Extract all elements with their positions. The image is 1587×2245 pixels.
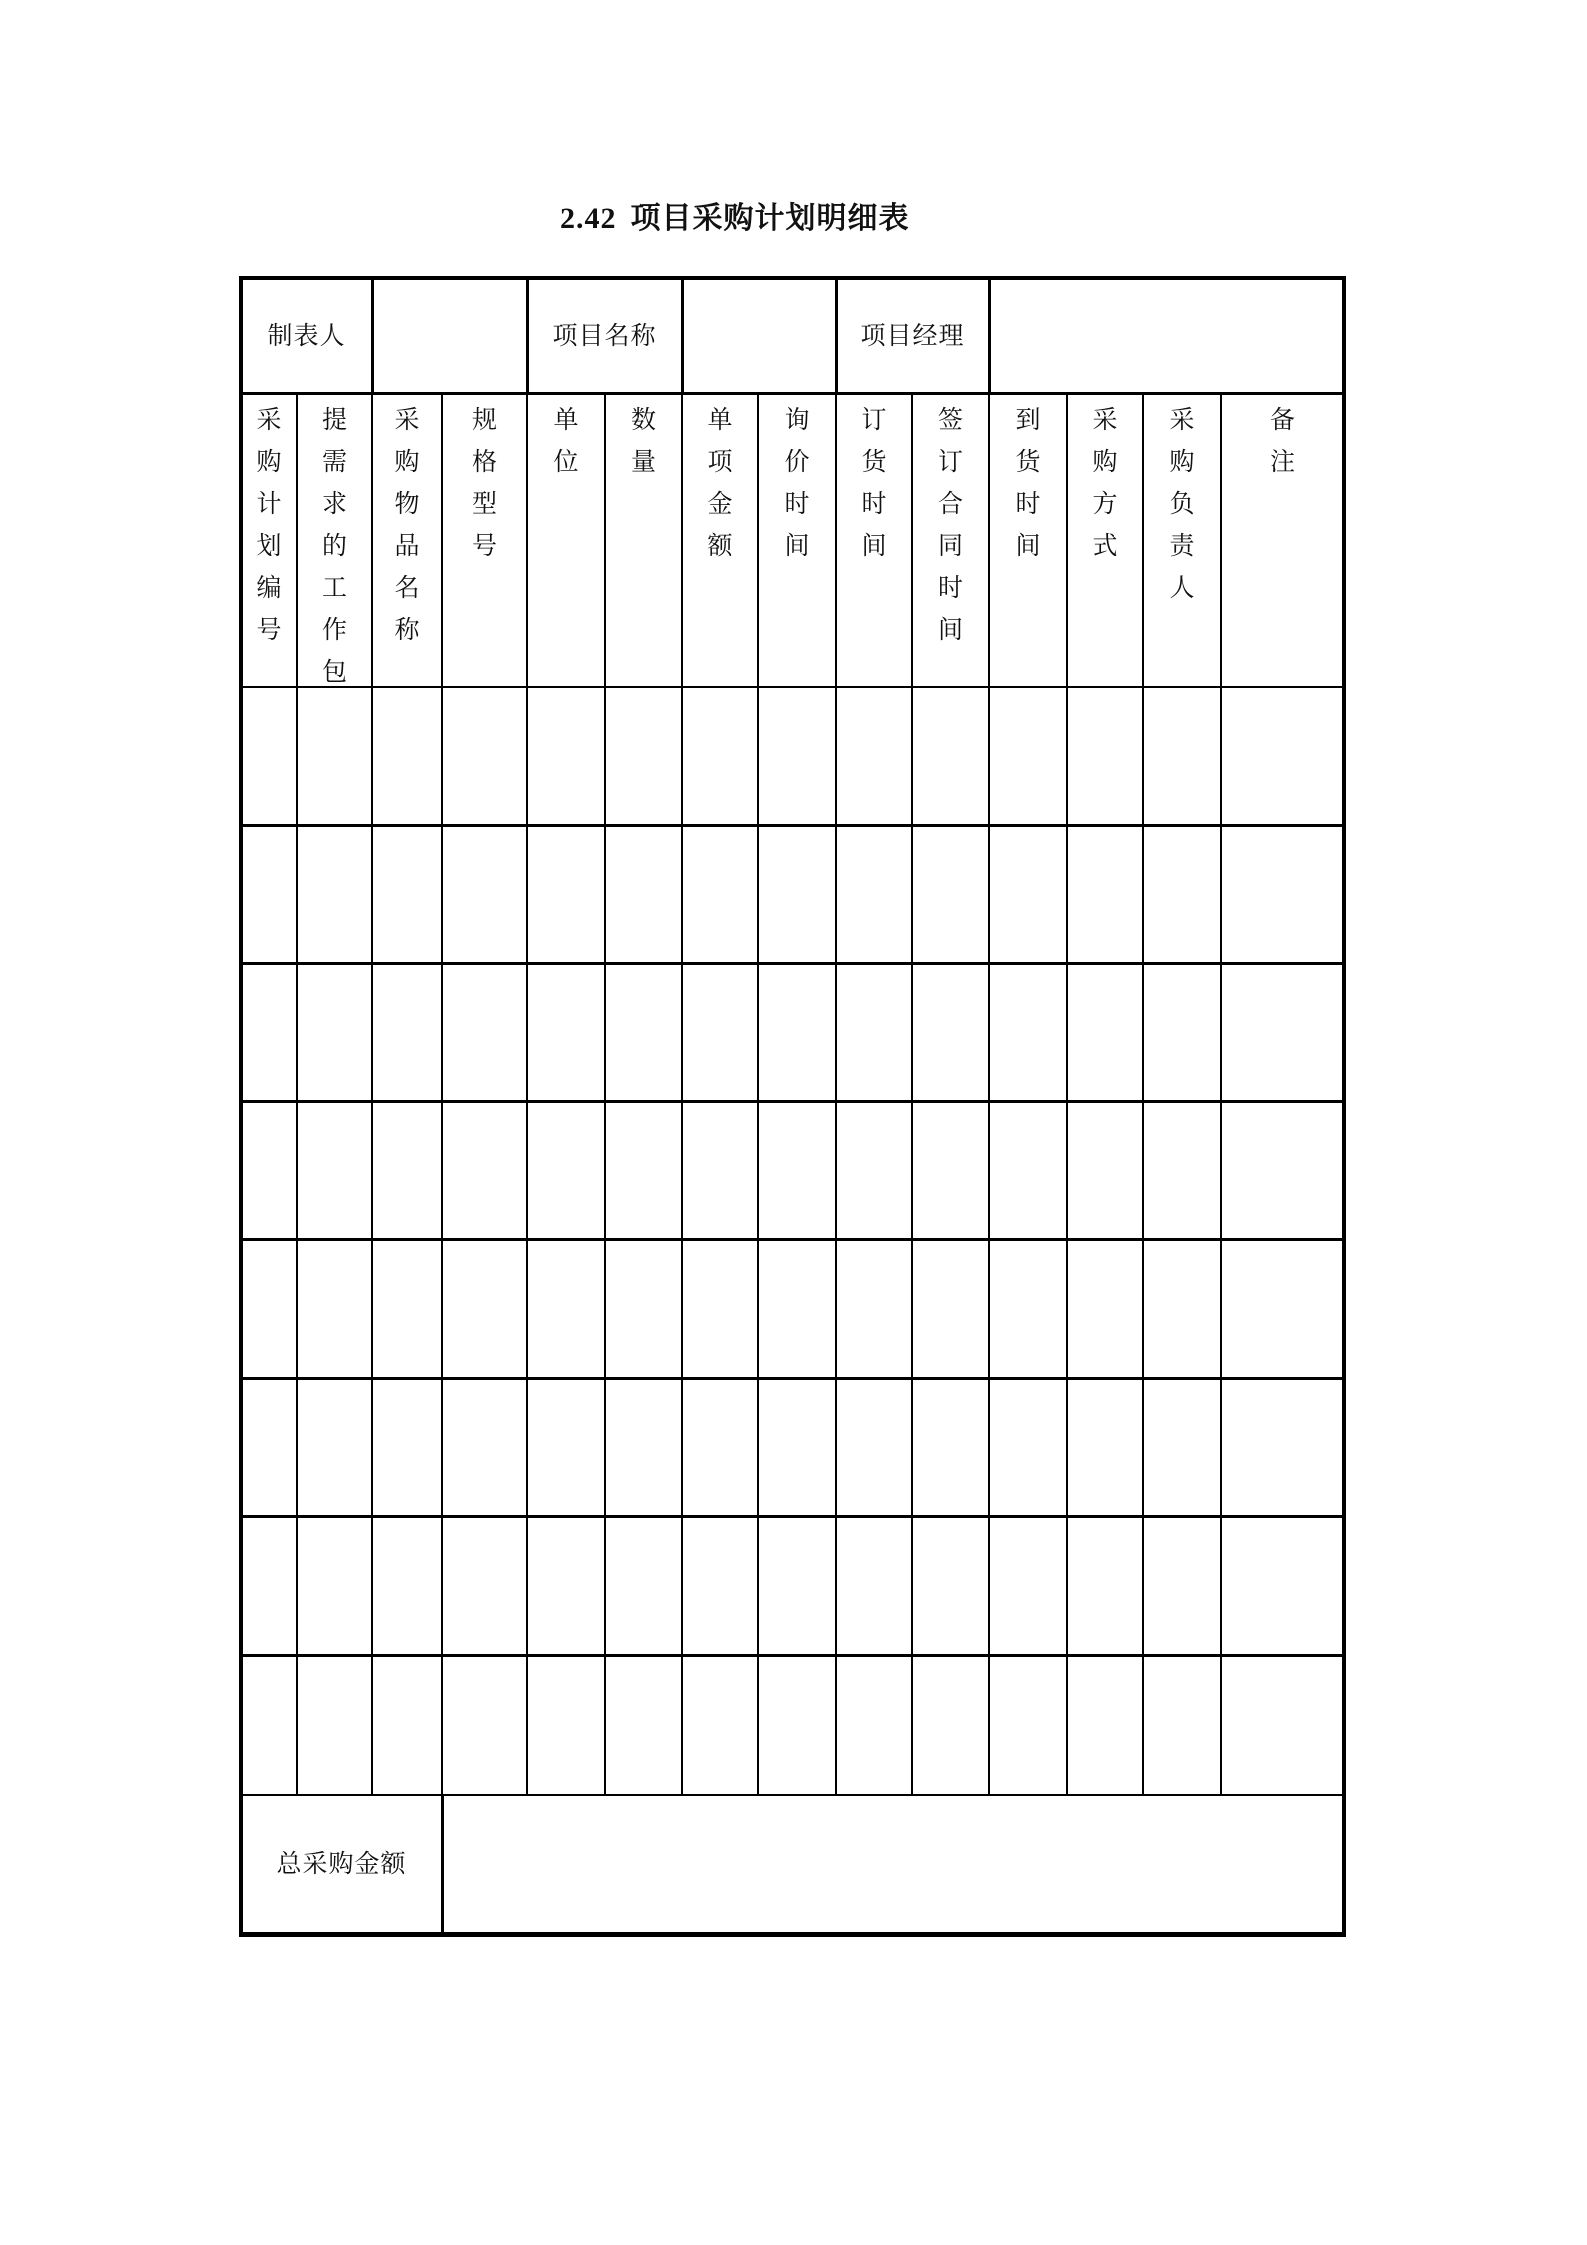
table-cell[interactable] bbox=[1222, 1517, 1343, 1654]
header-char: 间 bbox=[784, 531, 810, 560]
header-char: 的 bbox=[321, 531, 347, 560]
column-header-text bbox=[472, 393, 497, 567]
table-cell[interactable] bbox=[1068, 1102, 1142, 1238]
column-header-12 bbox=[1067, 393, 1143, 687]
table-cell[interactable] bbox=[913, 826, 988, 962]
column-header-9 bbox=[836, 393, 912, 687]
table-cell[interactable] bbox=[298, 964, 371, 1100]
header-char: 位 bbox=[553, 447, 579, 476]
header-char: 采 bbox=[1092, 405, 1118, 434]
info-divider bbox=[371, 278, 374, 393]
table-cell[interactable] bbox=[606, 1240, 681, 1377]
table-cell[interactable] bbox=[373, 964, 441, 1100]
header-char: 金 bbox=[707, 489, 733, 518]
project-manager-field[interactable] bbox=[989, 278, 1344, 393]
table-cell[interactable] bbox=[837, 688, 911, 824]
project-manager-label bbox=[836, 278, 989, 393]
table-cell[interactable] bbox=[528, 1102, 604, 1238]
project-name-label-text: 项目名称 bbox=[552, 320, 657, 350]
header-char: 品 bbox=[394, 531, 420, 560]
header-char: 间 bbox=[937, 615, 963, 644]
table-cell[interactable] bbox=[759, 1656, 835, 1794]
preparer-label-text: 制表人 bbox=[267, 320, 346, 350]
table-cell[interactable] bbox=[759, 964, 835, 1100]
table-cell[interactable] bbox=[683, 688, 757, 824]
table-cell[interactable] bbox=[683, 1517, 757, 1654]
table-cell[interactable] bbox=[528, 1517, 604, 1654]
table-cell[interactable] bbox=[913, 964, 988, 1100]
column-header-text bbox=[322, 393, 347, 693]
table-cell[interactable] bbox=[606, 688, 681, 824]
header-char: 合 bbox=[937, 489, 963, 518]
header-char: 式 bbox=[1092, 531, 1118, 560]
header-char: 量 bbox=[630, 447, 656, 476]
table-cell[interactable] bbox=[1144, 688, 1220, 824]
column-header-text bbox=[394, 393, 419, 651]
header-char: 称 bbox=[394, 615, 420, 644]
header-char: 物 bbox=[394, 489, 420, 518]
info-divider bbox=[835, 278, 838, 393]
header-char: 到 bbox=[1015, 405, 1041, 434]
table-cell[interactable] bbox=[837, 1517, 911, 1654]
header-char: 规 bbox=[471, 405, 497, 434]
info-divider bbox=[526, 278, 529, 393]
table-cell[interactable] bbox=[759, 688, 835, 824]
header-char: 包 bbox=[321, 657, 347, 686]
table-cell[interactable] bbox=[298, 1102, 371, 1238]
table-cell[interactable] bbox=[443, 964, 526, 1100]
column-header-10 bbox=[912, 393, 989, 687]
table-cell[interactable] bbox=[1068, 964, 1142, 1100]
table-cell[interactable] bbox=[1068, 1656, 1142, 1794]
table-cell[interactable] bbox=[298, 1517, 371, 1654]
header-char: 采 bbox=[256, 405, 282, 434]
table-cell[interactable] bbox=[373, 1102, 441, 1238]
table-cell[interactable] bbox=[683, 1656, 757, 1794]
table-cell[interactable] bbox=[837, 1656, 911, 1794]
header-char: 货 bbox=[1015, 447, 1041, 476]
table-cell[interactable] bbox=[528, 688, 604, 824]
table-cell[interactable] bbox=[990, 1517, 1066, 1654]
table-cell[interactable] bbox=[443, 1240, 526, 1377]
table-cell[interactable] bbox=[443, 1656, 526, 1794]
table-cell[interactable] bbox=[1144, 964, 1220, 1100]
table-cell[interactable] bbox=[913, 1379, 988, 1515]
project-name-field[interactable] bbox=[682, 278, 836, 393]
total-amount-field[interactable] bbox=[444, 1795, 1344, 1934]
column-header-8 bbox=[758, 393, 836, 687]
table-cell[interactable] bbox=[528, 1240, 604, 1377]
table-cell[interactable] bbox=[759, 1102, 835, 1238]
table-cell[interactable] bbox=[443, 826, 526, 962]
table-cell[interactable] bbox=[242, 1517, 296, 1654]
title-text: 项目采购计划明细表 bbox=[630, 201, 910, 236]
column-header-text bbox=[1270, 393, 1295, 483]
header-char: 价 bbox=[784, 447, 810, 476]
total-amount-label-text: 总采购金额 bbox=[276, 1848, 407, 1878]
table-cell[interactable] bbox=[1222, 688, 1343, 824]
table-cell[interactable] bbox=[373, 1517, 441, 1654]
table-cell[interactable] bbox=[837, 964, 911, 1100]
table-cell[interactable] bbox=[913, 688, 988, 824]
table-cell[interactable] bbox=[373, 1656, 441, 1794]
column-header-6 bbox=[605, 393, 682, 687]
header-char: 间 bbox=[1015, 531, 1041, 560]
table-cell[interactable] bbox=[837, 1240, 911, 1377]
table-cell[interactable] bbox=[242, 1379, 296, 1515]
table-cell[interactable] bbox=[683, 1379, 757, 1515]
table-cell[interactable] bbox=[683, 1240, 757, 1377]
table-cell[interactable] bbox=[759, 826, 835, 962]
table-cell[interactable] bbox=[528, 826, 604, 962]
table-cell[interactable] bbox=[443, 1379, 526, 1515]
table-cell[interactable] bbox=[990, 1656, 1066, 1794]
table-cell[interactable] bbox=[1144, 1240, 1220, 1377]
header-char: 需 bbox=[321, 447, 347, 476]
table-cell[interactable] bbox=[528, 964, 604, 1100]
header-char: 格 bbox=[471, 447, 497, 476]
header-char: 作 bbox=[321, 615, 347, 644]
header-char: 责 bbox=[1169, 531, 1195, 560]
column-header-4 bbox=[442, 393, 527, 687]
header-char: 采 bbox=[394, 405, 420, 434]
table-cell[interactable] bbox=[759, 1379, 835, 1515]
table-cell[interactable] bbox=[298, 1240, 371, 1377]
table-cell[interactable] bbox=[759, 1517, 835, 1654]
total-amount-label bbox=[241, 1795, 442, 1934]
header-char: 采 bbox=[1169, 405, 1195, 434]
document-title bbox=[560, 193, 910, 237]
info-divider bbox=[988, 278, 991, 393]
project-name-label bbox=[527, 278, 682, 393]
column-header-text bbox=[784, 393, 809, 567]
table-cell[interactable] bbox=[242, 688, 296, 824]
table-cell[interactable] bbox=[606, 964, 681, 1100]
table-cell[interactable] bbox=[1144, 1102, 1220, 1238]
column-header-2 bbox=[297, 393, 372, 687]
column-header-13 bbox=[1143, 393, 1221, 687]
column-header-text bbox=[1092, 393, 1117, 567]
header-char: 签 bbox=[937, 405, 963, 434]
table-cell[interactable] bbox=[606, 1102, 681, 1238]
table-cell[interactable] bbox=[1222, 964, 1343, 1100]
header-char: 购 bbox=[256, 447, 282, 476]
header-char: 额 bbox=[707, 531, 733, 560]
column-header-text bbox=[256, 393, 281, 651]
table-cell[interactable] bbox=[606, 826, 681, 962]
table-cell[interactable] bbox=[443, 1517, 526, 1654]
table-cell[interactable] bbox=[1144, 1379, 1220, 1515]
project-manager-label-text: 项目经理 bbox=[860, 320, 965, 350]
table-cell[interactable] bbox=[683, 964, 757, 1100]
table-cell[interactable] bbox=[990, 1379, 1066, 1515]
table-cell[interactable] bbox=[373, 1240, 441, 1377]
header-char: 划 bbox=[256, 531, 282, 560]
table-cell[interactable] bbox=[606, 1379, 681, 1515]
info-divider bbox=[681, 278, 684, 393]
table-cell[interactable] bbox=[913, 1102, 988, 1238]
table-cell[interactable] bbox=[837, 1102, 911, 1238]
column-header-7 bbox=[682, 393, 758, 687]
header-char: 同 bbox=[937, 531, 963, 560]
table-cell[interactable] bbox=[1144, 826, 1220, 962]
table-cell[interactable] bbox=[1068, 826, 1142, 962]
header-char: 购 bbox=[394, 447, 420, 476]
column-header-text bbox=[553, 393, 578, 483]
table-cell[interactable] bbox=[1222, 1379, 1343, 1515]
header-char: 注 bbox=[1269, 447, 1295, 476]
table-cell[interactable] bbox=[443, 688, 526, 824]
table-cell[interactable] bbox=[528, 1379, 604, 1515]
table-cell[interactable] bbox=[990, 1240, 1066, 1377]
preparer-label bbox=[241, 278, 372, 393]
header-char: 号 bbox=[471, 531, 497, 560]
table-cell[interactable] bbox=[242, 1656, 296, 1794]
header-char: 提 bbox=[321, 405, 347, 434]
preparer-field[interactable] bbox=[372, 278, 527, 393]
header-char: 名 bbox=[394, 573, 420, 602]
column-header-3 bbox=[372, 393, 442, 687]
header-char: 编 bbox=[256, 573, 282, 602]
table-cell[interactable] bbox=[1222, 1102, 1343, 1238]
table-cell[interactable] bbox=[837, 1379, 911, 1515]
header-char: 负 bbox=[1169, 489, 1195, 518]
table-cell[interactable] bbox=[298, 688, 371, 824]
table-cell[interactable] bbox=[837, 826, 911, 962]
header-char: 人 bbox=[1169, 573, 1195, 602]
table-cell[interactable] bbox=[298, 1379, 371, 1515]
table-cell[interactable] bbox=[373, 826, 441, 962]
header-char: 单 bbox=[707, 405, 733, 434]
table-cell[interactable] bbox=[1068, 1379, 1142, 1515]
column-header-text bbox=[707, 393, 732, 567]
header-char: 号 bbox=[256, 615, 282, 644]
table-cell[interactable] bbox=[1222, 1656, 1343, 1794]
table-cell[interactable] bbox=[443, 1102, 526, 1238]
table-cell[interactable] bbox=[606, 1517, 681, 1654]
header-char: 工 bbox=[321, 573, 347, 602]
column-header-1 bbox=[241, 393, 297, 687]
table-cell[interactable] bbox=[990, 688, 1066, 824]
column-header-text bbox=[1169, 393, 1194, 609]
table-cell[interactable] bbox=[759, 1240, 835, 1377]
table-cell[interactable] bbox=[242, 1102, 296, 1238]
header-char: 单 bbox=[553, 405, 579, 434]
header-char: 订 bbox=[937, 447, 963, 476]
table-cell[interactable] bbox=[1068, 1240, 1142, 1377]
table-cell[interactable] bbox=[373, 688, 441, 824]
table-cell[interactable] bbox=[298, 826, 371, 962]
header-char: 购 bbox=[1169, 447, 1195, 476]
column-header-11 bbox=[989, 393, 1067, 687]
column-header-text bbox=[938, 393, 963, 651]
table-cell[interactable] bbox=[990, 964, 1066, 1100]
header-char: 计 bbox=[256, 489, 282, 518]
header-char: 购 bbox=[1092, 447, 1118, 476]
table-cell[interactable] bbox=[1068, 688, 1142, 824]
column-header-text bbox=[861, 393, 886, 567]
column-header-14 bbox=[1221, 393, 1344, 687]
table-cell[interactable] bbox=[298, 1656, 371, 1794]
table-cell[interactable] bbox=[990, 1102, 1066, 1238]
header-char: 时 bbox=[784, 489, 810, 518]
header-char: 备 bbox=[1269, 405, 1295, 434]
table-cell[interactable] bbox=[242, 964, 296, 1100]
table-cell[interactable] bbox=[242, 1240, 296, 1377]
table-cell[interactable] bbox=[913, 1656, 988, 1794]
header-char: 型 bbox=[471, 489, 497, 518]
header-char: 方 bbox=[1092, 489, 1118, 518]
table-cell[interactable] bbox=[1222, 826, 1343, 962]
section-number: 2.42 bbox=[560, 202, 617, 235]
header-char: 求 bbox=[321, 489, 347, 518]
header-char: 货 bbox=[861, 447, 887, 476]
table-cell[interactable] bbox=[242, 826, 296, 962]
table-cell[interactable] bbox=[990, 826, 1066, 962]
column-header-5 bbox=[527, 393, 605, 687]
header-char: 订 bbox=[861, 405, 887, 434]
header-char: 时 bbox=[861, 489, 887, 518]
table-cell[interactable] bbox=[913, 1240, 988, 1377]
header-char: 项 bbox=[707, 447, 733, 476]
table-cell[interactable] bbox=[373, 1379, 441, 1515]
table-cell[interactable] bbox=[913, 1517, 988, 1654]
table-cell[interactable] bbox=[683, 1102, 757, 1238]
table-cell[interactable] bbox=[1222, 1240, 1343, 1377]
header-char: 间 bbox=[861, 531, 887, 560]
table-cell[interactable] bbox=[528, 1656, 604, 1794]
header-char: 时 bbox=[1015, 489, 1041, 518]
table-cell[interactable] bbox=[683, 826, 757, 962]
header-char: 询 bbox=[784, 405, 810, 434]
table-cell[interactable] bbox=[606, 1656, 681, 1794]
table-cell[interactable] bbox=[1144, 1656, 1220, 1794]
column-header-text bbox=[631, 393, 656, 483]
column-header-text bbox=[1015, 393, 1040, 567]
header-char: 时 bbox=[937, 573, 963, 602]
table-cell[interactable] bbox=[1144, 1517, 1220, 1654]
table-cell[interactable] bbox=[1068, 1517, 1142, 1654]
header-char: 数 bbox=[630, 405, 656, 434]
